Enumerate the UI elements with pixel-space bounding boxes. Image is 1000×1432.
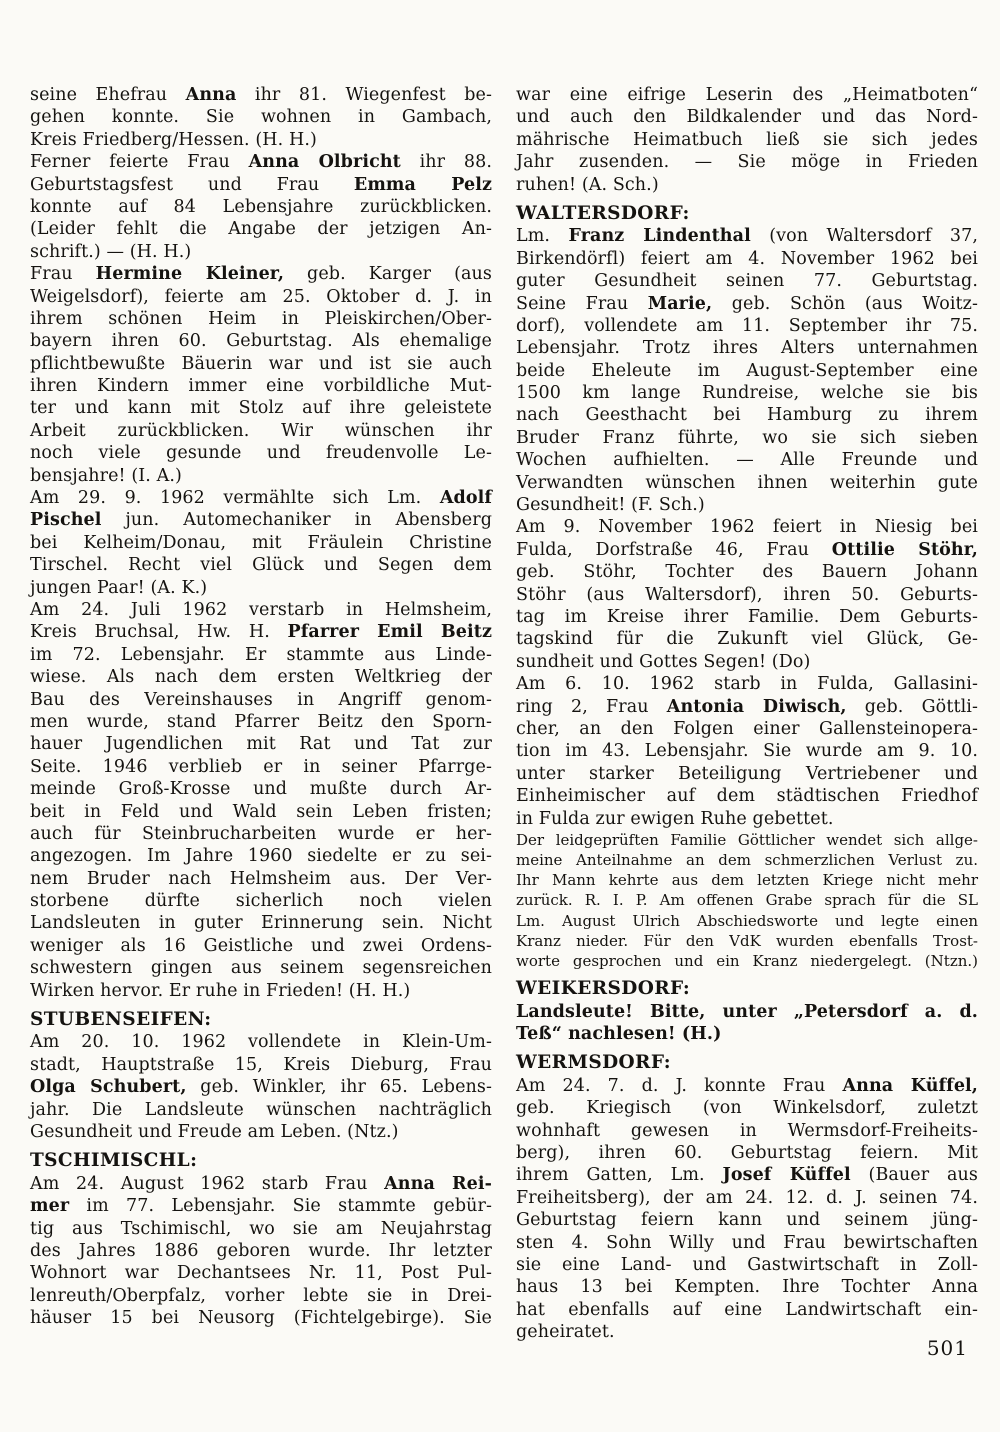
text-run: wiese. Als nach dem ersten Weltkrieg der: [30, 667, 492, 688]
text-line: [30, 733, 492, 755]
text-run: (von Waltersdorf 37,: [750, 226, 979, 247]
text-run: tagskind für die Zukunft viel Glück, Ge-: [516, 629, 978, 650]
text-line: [30, 1054, 492, 1076]
text-line: [30, 1262, 492, 1284]
text-line: [516, 516, 978, 538]
text-run: im 77. Lebensjahr. Sie stammte gebür-: [69, 1196, 492, 1217]
text-line: [516, 785, 978, 807]
text-run: hauer Jugendlichen mit Rat und Tat zur: [30, 734, 492, 755]
text-line: [30, 666, 492, 688]
text-run: schwestern gingen aus seinem segensreichen: [30, 958, 492, 979]
text-run: Frau: [30, 264, 96, 285]
text-line: [516, 129, 978, 151]
text-line: [516, 584, 978, 606]
paragraph: [30, 487, 492, 599]
text-line: [516, 472, 978, 494]
bold-name-run: Franz Lindenthal: [568, 226, 751, 247]
text-run: wohnhaft gewesen in Wermsdorf-Freiheits-: [516, 1120, 978, 1141]
text-run: weniger als 16 Geistliche und zwei Ordens-: [30, 935, 492, 956]
text-line: [516, 174, 978, 196]
text-run: Der leidgeprüften Familie Göttlicher wendet sich allge-: [516, 830, 978, 849]
text-line: [30, 1076, 492, 1098]
text-run: guter Gesundheit seinen 77. Geburtstag.: [516, 271, 978, 292]
text-run: Weigelsdorf), feierte am 25. Oktober d. J. in: [30, 286, 492, 307]
text-line: [30, 1031, 492, 1053]
text-run: nem Bruder nach Helmsheim aus. Der Ver-: [30, 868, 492, 889]
paragraph: [516, 1075, 978, 1344]
page-number: 501: [926, 1336, 968, 1360]
text-run: geheiratet.: [516, 1322, 615, 1343]
paragraph: [516, 830, 978, 971]
text-run: ihrem schönen Heim in Pleiskirchen/Ober-: [30, 308, 492, 329]
bold-name-run: Adolf: [439, 488, 492, 509]
bold-name-run: Pischel: [30, 510, 102, 531]
bold-name-run: Ottilie Stöhr,: [831, 539, 978, 560]
text-line: [30, 621, 492, 643]
text-line: [516, 360, 978, 382]
text-line: [30, 1240, 492, 1262]
text-run: Lm. August Ulrich Abschiedsworte und legte einen: [516, 911, 978, 930]
text-run: geb. Karger (aus: [284, 264, 492, 285]
text-line: [30, 890, 492, 912]
text-run: Fulda, Dorfstraße 46, Frau: [516, 539, 832, 560]
text-run: Am 24. 7. d. J. konnte Frau: [516, 1075, 843, 1096]
text-run: Lm.: [516, 226, 569, 247]
text-run: jahr. Die Landsleute wünschen nachträglich: [30, 1099, 492, 1120]
text-run: 1500 km lange Rundreise, welche sie bis: [516, 383, 978, 404]
text-line: [30, 330, 492, 352]
text-line: [516, 1232, 978, 1254]
text-line: [30, 935, 492, 957]
text-run: Bau des Vereinshauses in Angriff genom-: [30, 689, 492, 710]
text-line: [30, 599, 492, 621]
text-run: Geburtstag feiern kann und seinem jüng-: [516, 1210, 978, 1231]
text-run: häuser 15 bei Neusorg (Fichtelgebirge). Sie: [30, 1308, 492, 1329]
text-run: in Fulda zur ewigen Ruhe gebettet.: [516, 808, 834, 829]
text-run: Landsleuten in guter Erinnerung sein. Nicht: [30, 913, 492, 934]
text-line: [516, 315, 978, 337]
text-line: [516, 404, 978, 426]
text-run: zurück. R. I. P. Am offenen Grabe sprach für die SL: [516, 891, 978, 910]
text-run: geb. Winkler, ihr 65. Lebens-: [186, 1077, 493, 1098]
text-line: [30, 823, 492, 845]
text-line: [30, 129, 492, 151]
text-run: ihr 81. Wiegenfest be-: [236, 85, 492, 105]
text-line: [30, 487, 492, 509]
section-heading: TSCHIMISCHL:: [30, 1150, 198, 1172]
text-line: [516, 337, 978, 359]
text-run: angezogen. Im Jahre 1960 siedelte er zu sei-: [30, 846, 492, 867]
text-line: [30, 845, 492, 867]
paragraph: [30, 151, 492, 263]
text-line: [516, 1023, 978, 1045]
text-run: sundheit und Gottes Segen! (Do): [516, 651, 811, 672]
text-run: Wirken hervor. Er ruhe in Frieden! (H. H.): [30, 980, 411, 1001]
text-line: [30, 554, 492, 576]
text-run: meinde Groß-Krosse und mußte durch Ar-: [30, 779, 492, 800]
text-line: [30, 1121, 492, 1143]
text-line: [516, 850, 978, 870]
text-line: [516, 1001, 978, 1023]
text-line: [30, 241, 492, 263]
text-line: [516, 151, 978, 173]
column-left: [30, 84, 492, 1344]
paragraph: [516, 673, 978, 830]
text-run: seine Ehefrau: [30, 85, 186, 105]
text-run: Freiheitsberg), der am 24. 12. d. J. seinen 74.: [516, 1187, 978, 1208]
text-line: [30, 420, 492, 442]
text-run: jungen Paar! (A. K.): [30, 577, 208, 598]
bold-name-run: Josef Küffel: [722, 1165, 851, 1186]
text-line: [30, 1218, 492, 1240]
text-run: Verwandten wünschen ihnen weiterhin gute: [516, 472, 978, 493]
text-run: Lebensjahr. Trotz ihres Alters unternahmen: [516, 338, 978, 359]
text-line: [30, 957, 492, 979]
text-line: [516, 270, 978, 292]
text-run: (Leider fehlt die Angabe der jetzigen An-: [30, 219, 492, 240]
text-line: [516, 1097, 978, 1119]
paragraph: [516, 225, 978, 516]
text-line: [516, 718, 978, 740]
bold-name-run: Anna Küffel,: [842, 1075, 978, 1096]
text-line: [30, 263, 492, 285]
bold-name-run: Pfarrer Emil Beitz: [287, 622, 492, 643]
text-run: Kreis Friedberg/Hessen. (H. H.): [30, 129, 317, 150]
text-run: auch für Steinbrucharbeiten wurde er her-: [30, 823, 492, 844]
text-line: [516, 740, 978, 762]
text-run: stadt, Hauptstraße 15, Kreis Dieburg, Frau: [30, 1054, 492, 1075]
text-run: tag im Kreise ihrer Familie. Dem Geburts-: [516, 607, 978, 627]
text-run: ihr 88.: [400, 152, 492, 173]
text-line: [516, 696, 978, 718]
text-run: ring 2, Frau: [516, 696, 667, 717]
text-line: [30, 778, 492, 800]
paragraph: [30, 263, 492, 487]
text-line: [516, 1299, 978, 1321]
text-run: gehen konnte. Sie wohnen in Gambach,: [30, 107, 492, 128]
bold-name-run: Teß“ nachlesen! (H.): [516, 1024, 722, 1045]
text-line: [30, 84, 492, 106]
paragraph: [30, 84, 492, 151]
text-line: [30, 196, 492, 218]
text-run: und auch den Bildkalender und das Nord-: [516, 107, 978, 128]
text-line: [516, 763, 978, 785]
text-line: [516, 1120, 978, 1142]
text-line: [30, 868, 492, 890]
bold-name-run: Antonia Diwisch,: [666, 696, 847, 717]
text-run: Seite. 1946 verblieb er in seiner Pfarrge-: [30, 756, 492, 777]
paragraph: [30, 1173, 492, 1330]
text-line: [516, 651, 978, 673]
text-run: worte gesprochen und ein Kranz niedergelegt. (Ntzn.): [516, 952, 978, 971]
text-line: [30, 308, 492, 330]
text-run: sie eine Land- und Gastwirtschaft in Zoll-: [516, 1254, 978, 1275]
text-line: [516, 106, 978, 128]
text-run: Am 29. 9. 1962 vermählte sich Lm.: [30, 488, 440, 509]
text-run: geb. Kriegisch (von Winkelsdorf, zuletzt: [516, 1098, 978, 1119]
text-line: [516, 539, 978, 561]
paragraph: [516, 1001, 978, 1046]
text-run: ihrem Gatten, Lm.: [516, 1165, 723, 1186]
text-line: [30, 711, 492, 733]
text-line: [516, 1142, 978, 1164]
text-run: Am 9. November 1962 feiert in Niesig bei: [516, 517, 978, 538]
text-run: mährische Heimatbuch ließ sie sich jedes: [516, 129, 978, 150]
section-heading: WEIKERSDORF:: [516, 978, 691, 1000]
text-run: Am 24. Juli 1962 verstarb in Helmsheim,: [30, 599, 492, 620]
text-run: Kreis Bruchsal, Hw. H.: [30, 622, 288, 643]
text-line: [30, 353, 492, 375]
text-line: [516, 427, 978, 449]
text-run: Ferner feierte Frau: [30, 152, 249, 173]
text-run: (Bauer aus: [850, 1165, 978, 1186]
text-run: sten 4. Sohn Willy und Frau bewirtschaften: [516, 1232, 978, 1253]
section-heading: WALTERSDORF:: [516, 202, 690, 224]
text-run: pflichtbewußte Bäuerin war und ist sie auch: [30, 353, 492, 374]
text-line: [516, 628, 978, 650]
text-line: [516, 870, 978, 890]
text-line: [516, 951, 978, 971]
text-run: tion im 43. Lebensjahr. Sie wurde am 9. 10.: [516, 741, 978, 762]
section-heading: WERMSDORF:: [516, 1052, 671, 1074]
text-line: [516, 1321, 978, 1343]
bold-name-run: Anna Olbricht: [248, 152, 401, 173]
text-run: Geburtstagsfest und Frau: [30, 174, 354, 195]
paragraph: [30, 599, 492, 1002]
bold-name-run: Anna Rei-: [384, 1173, 492, 1194]
text-line: [30, 1195, 492, 1217]
paragraph: [30, 1031, 492, 1143]
section-heading: STUBENSEIFEN:: [30, 1009, 212, 1031]
text-run: schrift.) — (H. H.): [30, 241, 192, 262]
text-line: [516, 494, 978, 516]
text-line: [516, 808, 978, 830]
text-line: [516, 911, 978, 931]
text-line: [516, 225, 978, 247]
text-run: geb. Schön (aus Woitz-: [712, 293, 978, 314]
text-line: [516, 1276, 978, 1298]
text-line: [516, 293, 978, 315]
text-line: [516, 1209, 978, 1231]
text-run: Am 6. 10. 1962 starb in Fulda, Gallasini-: [516, 674, 978, 695]
text-run: bensjahre! (I. A.): [30, 465, 182, 486]
text-line: [30, 218, 492, 240]
text-run: Arbeit zurückblicken. Wir wünschen ihr: [30, 420, 492, 441]
text-line: [516, 890, 978, 910]
text-line: [30, 1307, 492, 1329]
text-run: im 72. Lebensjahr. Er stammte aus Linde-: [30, 644, 492, 665]
text-run: dorf), vollendete am 11. September ihr 75.: [516, 315, 978, 336]
text-run: bei Kelheim/Donau, mit Fräulein Christine: [30, 532, 492, 553]
text-run: Wochen aufhielten. — Alle Freunde und: [516, 450, 978, 471]
text-line: [516, 830, 978, 850]
text-line: [30, 532, 492, 554]
text-line: [30, 174, 492, 196]
text-run: Ihr Mann kehrte aus dem letzten Kriege nicht mehr: [516, 871, 978, 890]
text-line: [30, 375, 492, 397]
text-run: jun. Automechaniker in Abensberg: [101, 510, 492, 531]
text-run: ihren Kindern immer eine vorbildliche Mut-: [30, 376, 492, 397]
text-run: men wurde, stand Pfarrer Beitz den Sporn-: [30, 711, 492, 732]
text-line: [30, 106, 492, 128]
text-run: Einheimischer auf dem städtischen Friedhof: [516, 786, 978, 807]
text-run: haus 13 bei Kempten. Ihre Tochter Anna: [516, 1277, 978, 1298]
text-run: Am 24. August 1962 starb Frau: [30, 1173, 385, 1194]
text-line: [516, 84, 978, 106]
bold-name-run: Hermine Kleiner,: [95, 264, 285, 285]
text-run: war eine eifrige Leserin des „Heimatboten“: [516, 85, 978, 105]
text-line: [30, 442, 492, 464]
text-columns: [30, 84, 978, 1344]
text-run: bayern ihren 60. Geburtstag. Als ehemalige: [30, 331, 492, 352]
text-line: [30, 644, 492, 666]
text-line: [30, 151, 492, 173]
bold-name-run: Landsleute! Bitte, unter „Petersdorf a. d.: [516, 1001, 978, 1022]
text-line: [516, 561, 978, 583]
text-line: [30, 577, 492, 599]
text-run: beide Eheleute im August-September eine: [516, 360, 978, 381]
text-line: [30, 465, 492, 487]
column-right: [516, 84, 978, 1344]
text-line: [516, 449, 978, 471]
bold-name-run: mer: [30, 1196, 70, 1217]
bold-name-run: Olga Schubert,: [30, 1077, 187, 1098]
text-line: [30, 1173, 492, 1195]
bold-name-run: Marie,: [647, 293, 713, 314]
text-line: [516, 606, 978, 628]
text-run: Gesundheit und Freude am Leben. (Ntz.): [30, 1121, 399, 1142]
text-line: [516, 673, 978, 695]
text-run: noch viele gesunde und freudenvolle Le-: [30, 443, 492, 464]
text-run: konnte auf 84 Lebensjahre zurückblicken.: [30, 196, 492, 217]
text-run: Tirschel. Recht viel Glück und Segen dem: [30, 555, 492, 576]
text-run: cher, an den Folgen einer Gallensteinopera-: [516, 718, 978, 739]
text-line: [30, 1285, 492, 1307]
text-line: [516, 248, 978, 270]
text-run: meine Anteilnahme an dem schmerzlichen Verlust zu.: [516, 851, 978, 870]
text-run: Am 20. 10. 1962 vollendete in Klein-Um-: [30, 1032, 492, 1053]
text-line: [30, 801, 492, 823]
text-run: geb. Göttli-: [846, 696, 978, 717]
text-run: hat ebenfalls auf eine Landwirtschaft ein-: [516, 1299, 978, 1320]
text-run: des Jahres 1886 geboren wurde. Ihr letzter: [30, 1240, 492, 1261]
text-line: [516, 1254, 978, 1276]
text-run: storbene dürfte sicherlich noch vielen: [30, 891, 492, 912]
text-run: ter und kann mit Stolz auf ihre geleistete: [30, 398, 492, 419]
text-line: [30, 912, 492, 934]
bold-name-run: Anna: [185, 85, 237, 105]
text-run: Gesundheit! (F. Sch.): [516, 495, 705, 516]
text-line: [516, 1187, 978, 1209]
text-run: tig aus Tschimischl, wo sie am Neujahrstag: [30, 1218, 492, 1239]
text-line: [30, 397, 492, 419]
bold-name-run: Emma Pelz: [353, 174, 492, 195]
text-run: Birkendörfl) feiert am 4. November 1962 bei: [516, 248, 978, 269]
text-line: [30, 286, 492, 308]
text-line: [30, 509, 492, 531]
text-run: Stöhr (aus Waltersdorf), ihren 50. Geburts-: [516, 584, 978, 605]
text-line: [30, 980, 492, 1002]
text-line: [516, 382, 978, 404]
text-run: nach Geesthacht bei Hamburg zu ihrem: [516, 405, 978, 426]
paragraph: [516, 516, 978, 673]
text-run: Jahr zusenden. — Sie möge in Frieden: [516, 152, 978, 173]
text-line: [30, 689, 492, 711]
text-run: ruhen! (A. Sch.): [516, 174, 659, 195]
text-line: [30, 756, 492, 778]
text-line: [30, 1099, 492, 1121]
text-run: Bruder Franz führte, wo sie sich sieben: [516, 427, 978, 448]
text-line: [516, 931, 978, 951]
text-line: [516, 1075, 978, 1097]
text-run: lenreuth/Oberpfalz, vorher lebte sie in Drei-: [30, 1285, 492, 1306]
paragraph: [516, 84, 978, 196]
text-run: Seine Frau: [516, 293, 648, 314]
text-run: Wohnort war Dechantsees Nr. 11, Post Pul-: [30, 1263, 492, 1284]
text-run: geb. Stöhr, Tochter des Bauern Johann: [516, 562, 978, 583]
text-run: berg), ihren 60. Geburtstag feiern. Mit: [516, 1142, 978, 1163]
text-line: [516, 1164, 978, 1186]
text-run: Kranz nieder. Für den VdK wurden ebenfalls Trost-: [516, 931, 978, 950]
text-run: unter starker Beteiligung Vertriebener und: [516, 763, 978, 784]
text-run: beit in Feld und Wald sein Leben fristen;: [30, 801, 492, 822]
